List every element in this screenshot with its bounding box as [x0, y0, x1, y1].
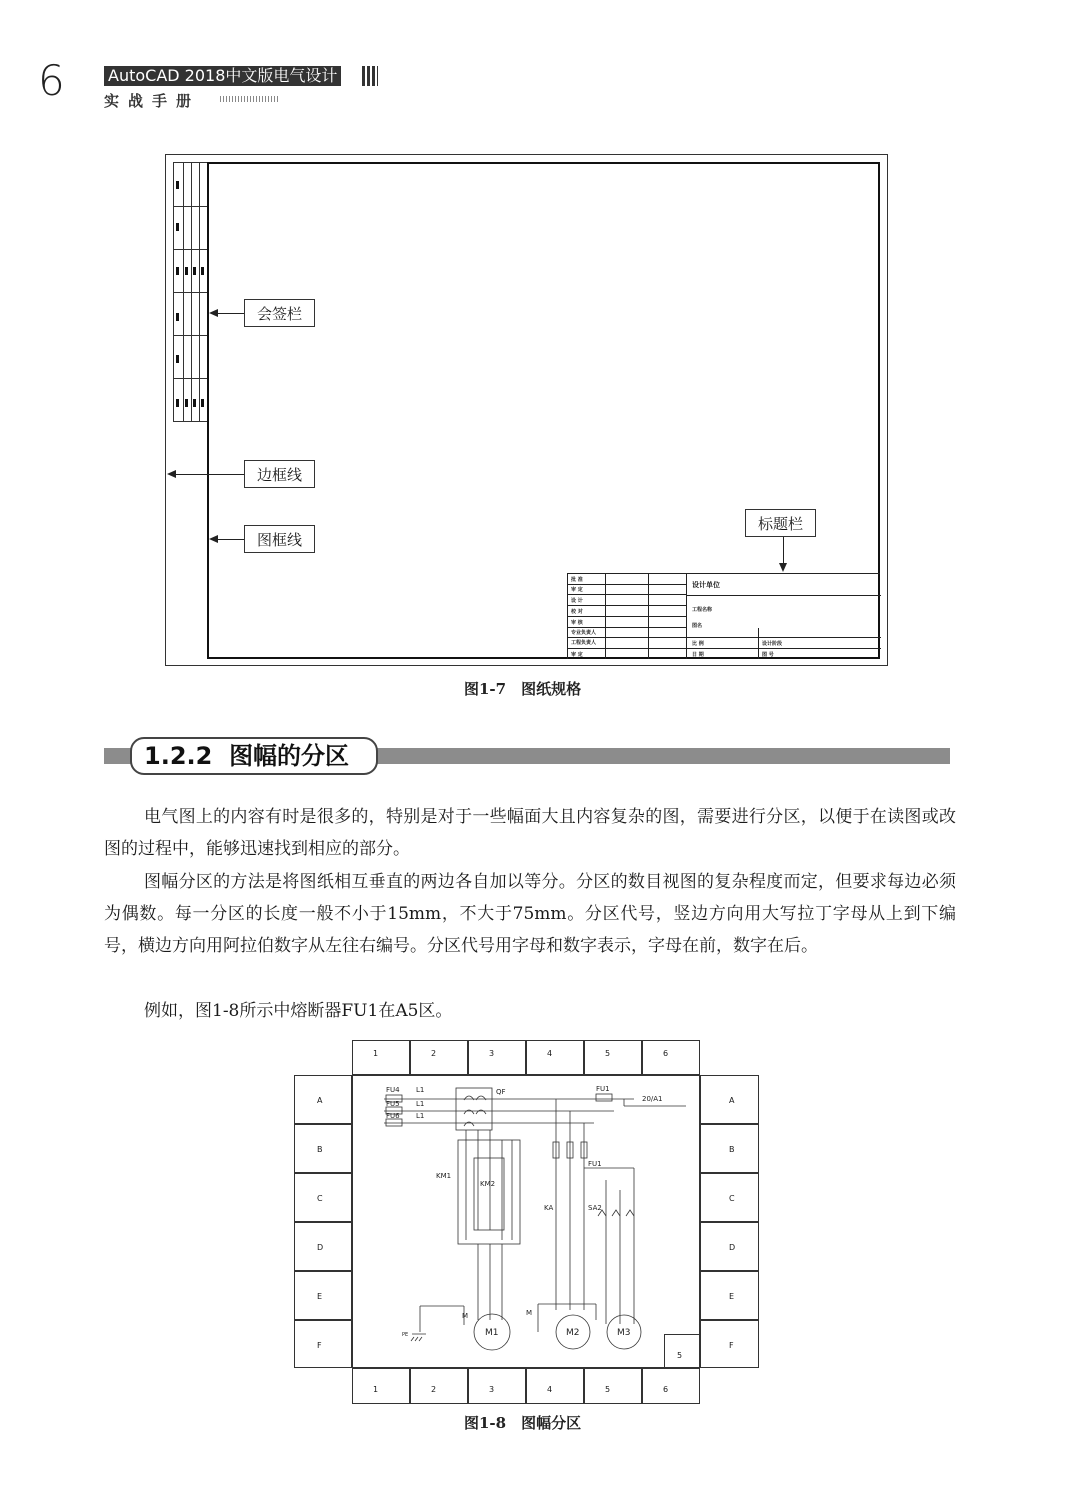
label-pe: PE [402, 1332, 409, 1338]
title-block [567, 573, 880, 659]
section-number: 1.2.2 [144, 742, 213, 770]
book-subtitle: 实战手册 [104, 92, 201, 110]
signature-bar [173, 162, 207, 422]
section-heading [130, 737, 378, 775]
arrow-line [174, 474, 244, 475]
tb-date: 日 期 [692, 652, 704, 658]
paragraph: 图幅分区的方法是将图纸相互垂直的两边各自加以等分。分区的数目视图的复杂程度而定，但要求每边必须为偶数。每一分区的长度一般不小于15mm，不大于75mm。分区代号，竖边方向用大写拉丁字母从上到下编号，横边方向用阿拉伯数字从左往右编号。分区代号用字母和数字表示，字母在前，数字在后。 [104, 872, 956, 956]
signature-bar-label: 会签栏 [244, 299, 315, 327]
tb-drawing-no: 图 号 [762, 652, 774, 658]
zone-row-left: E [294, 1271, 352, 1320]
zone-row-left: D [294, 1222, 352, 1271]
zone-col-header: 2 [410, 1040, 468, 1075]
label-fu6: FU6 [386, 1112, 400, 1120]
zone-col-footer: 2 [410, 1368, 468, 1404]
label-fu4: FU4 [386, 1086, 400, 1094]
zone-col-footer: 6 [642, 1368, 700, 1404]
label-m3: M3 [617, 1328, 631, 1338]
label-km1: KM1 [436, 1172, 452, 1180]
label-m2: M2 [566, 1328, 580, 1338]
arrow-line [783, 537, 784, 563]
label-fu1: FU1 [588, 1160, 602, 1168]
border-line-label: 边框线 [244, 460, 315, 488]
tb-left-cell: 批 准 [571, 577, 583, 583]
label-fu1: FU1 [596, 1085, 610, 1093]
zone-row-right: E [700, 1271, 759, 1320]
zone-col-footer: 1 [352, 1368, 410, 1404]
label-l1: L1 [416, 1086, 425, 1094]
zone-col-header: 3 [468, 1040, 526, 1075]
zone-col-header: 6 [642, 1040, 700, 1075]
tb-left-cell: 设 计 [571, 598, 583, 604]
tb-left-cell: 工程负责人 [571, 640, 597, 646]
arrow-head [779, 563, 787, 572]
paragraph: 电气图上的内容有时是很多的，特别是对于一些幅面大且内容复杂的图，需要进行分区，以便于在读图或改图的过程中，能够迅速找到相应的部分。 [104, 807, 956, 859]
title-decoration [362, 66, 378, 86]
zone-row-left: B [294, 1124, 352, 1173]
paragraph: 例如，图1-8所示中熔断器FU1在A5区。 [144, 1001, 453, 1021]
tb-left-cell: 审 定 [571, 587, 583, 593]
zone-col-header: 1 [352, 1040, 410, 1075]
arrow-line [216, 313, 244, 314]
subtitle-decoration [220, 96, 280, 102]
zone-row-right: F [700, 1320, 759, 1368]
tb-drawing-name: 图名 [692, 623, 703, 629]
label-ka: KA [544, 1204, 554, 1212]
section-title: 图幅的分区 [229, 742, 350, 770]
zone-row-left: A [294, 1075, 352, 1124]
zone-row-right: A [700, 1075, 759, 1124]
label-m1: M1 [485, 1328, 499, 1338]
zone-col-header: 4 [526, 1040, 584, 1075]
circuit-schematic [294, 1040, 759, 1404]
tb-design-stage: 设计阶段 [762, 641, 783, 647]
label-l1: L1 [416, 1100, 425, 1108]
zone-row-right: B [700, 1124, 759, 1173]
tb-ratio: 比 例 [692, 641, 704, 647]
label-fu5: FU5 [386, 1100, 400, 1108]
arrow-line [216, 539, 244, 540]
zone-diagram [294, 1040, 759, 1404]
zone-row-right: C [700, 1173, 759, 1222]
zone-row-left: F [294, 1320, 352, 1368]
label-km2: KM2 [480, 1180, 496, 1188]
label-m: M [462, 1312, 469, 1320]
label-sa2: SA2 [588, 1204, 602, 1212]
zone-col-footer: 5 [584, 1368, 642, 1404]
zone-col-footer: 4 [526, 1368, 584, 1404]
label-qf: QF [496, 1088, 506, 1096]
title-block-label: 标题栏 [745, 509, 816, 537]
zone-row-left: C [294, 1173, 352, 1222]
figure-1-8-caption: 图1-8 图幅分区 [464, 1414, 582, 1432]
label-m: M [526, 1309, 533, 1317]
tb-project-name: 工程名称 [692, 607, 713, 613]
tb-left-cell: 专业负责人 [571, 630, 597, 636]
zone-col-footer: 3 [468, 1368, 526, 1404]
tb-design-unit: 设计单位 [692, 581, 720, 589]
label-ref: 20/A1 [642, 1095, 663, 1103]
figure-1-7-caption: 图1-7 图纸规格 [464, 680, 582, 698]
label-l1: L1 [416, 1112, 425, 1120]
zone-mark-box: 5 [664, 1334, 700, 1368]
zone-col-header: 5 [584, 1040, 642, 1075]
tb-left-cell: 校 对 [571, 609, 583, 615]
page-number: 6 [38, 56, 65, 105]
zone-row-right: D [700, 1222, 759, 1271]
tb-left-cell: 审 定 [571, 652, 583, 658]
book-title: AutoCAD 2018中文版电气设计 [104, 66, 341, 86]
frame-line-label: 图框线 [244, 525, 315, 553]
section-bar-right [372, 748, 950, 764]
tb-left-cell: 审 核 [571, 620, 583, 626]
